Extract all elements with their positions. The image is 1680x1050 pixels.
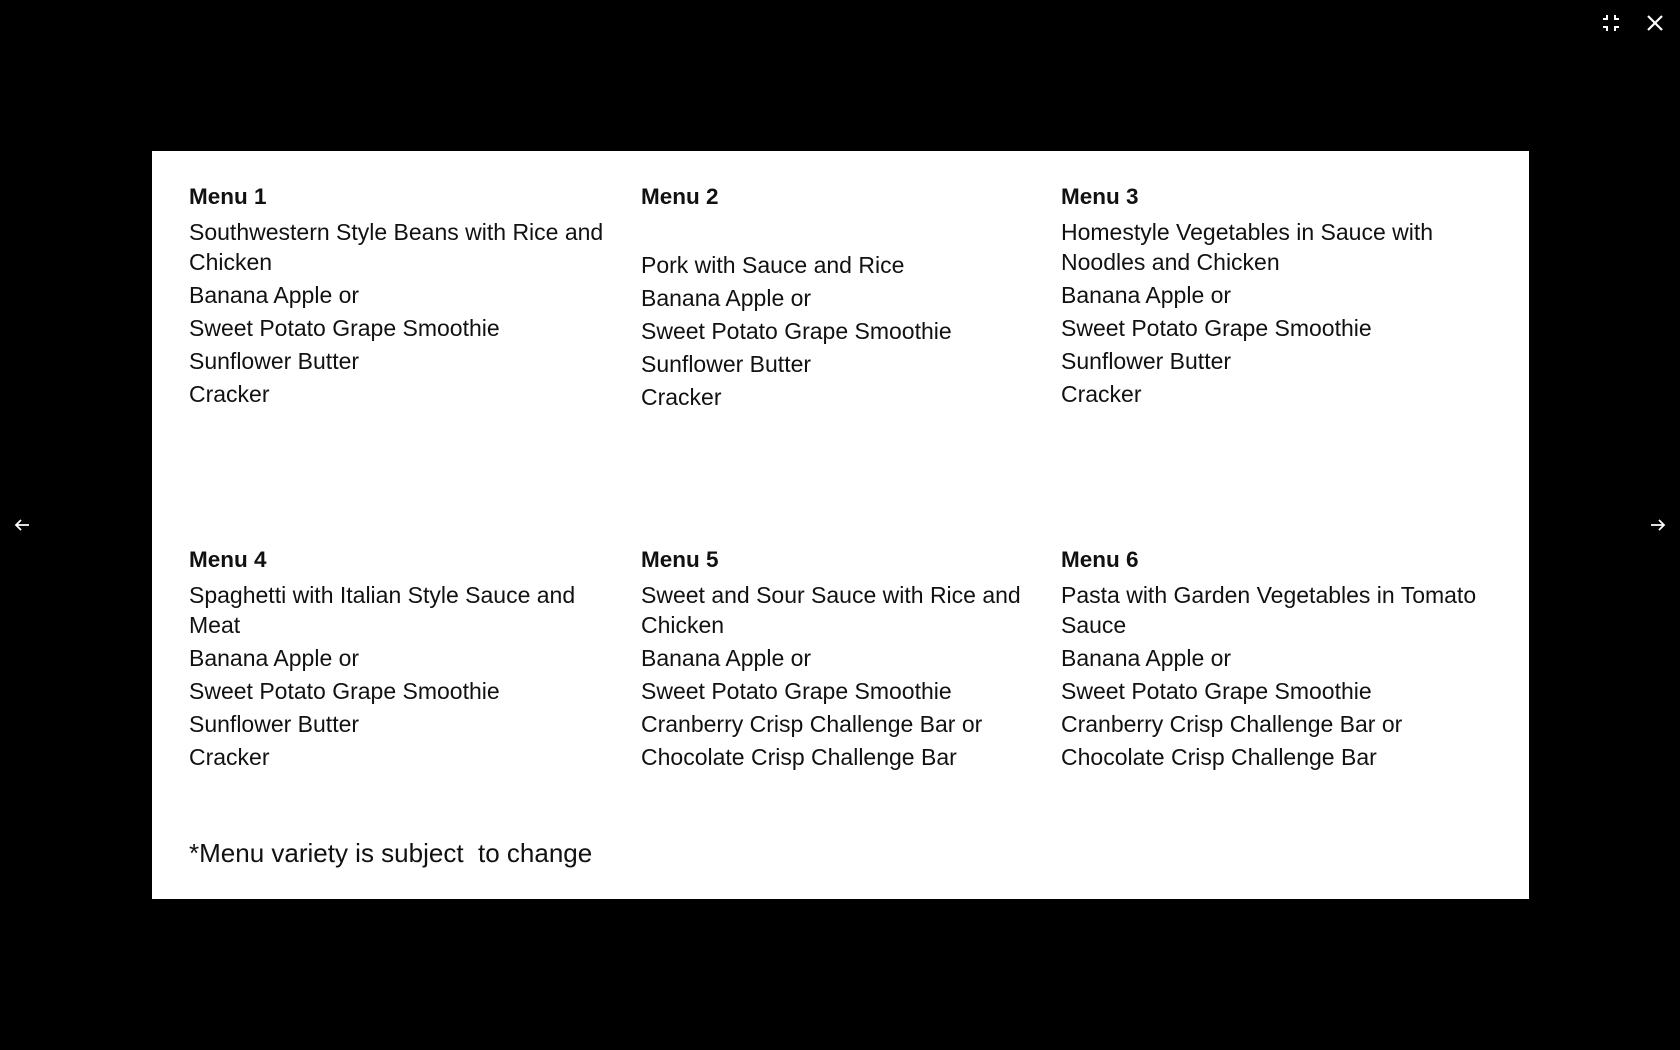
menu-entree: Pork with Sauce and Rice	[641, 252, 905, 278]
menu-item: Sweet Potato Grape Smoothie	[641, 318, 952, 344]
menu-item: Chocolate Crisp Challenge Bar	[641, 743, 957, 770]
menu-item: Cranberry Crisp Challenge Bar or	[641, 710, 983, 737]
close-icon	[1645, 13, 1665, 33]
menu-item: Cracker	[641, 384, 722, 410]
menu-item: Banana Apple or	[189, 281, 360, 308]
menu-title: Menu 2	[641, 184, 719, 209]
menu-item: Chocolate Crisp Challenge Bar	[1061, 743, 1377, 770]
menu-title: Menu 1	[189, 184, 267, 209]
menu-block-5	[641, 547, 1021, 776]
next-image-button[interactable]	[1643, 510, 1673, 540]
fullscreen-exit-button[interactable]	[1598, 10, 1624, 36]
menu-block-4	[189, 547, 609, 776]
menu-item: Cranberry Crisp Challenge Bar or	[1061, 710, 1403, 737]
menu-item: Banana Apple or	[1061, 281, 1232, 308]
menu-entree: Pasta with Garden Vegetables in Tomato Sauce	[1061, 582, 1477, 638]
menu-item: Banana Apple or	[189, 644, 360, 671]
menu-item: Sweet Potato Grape Smoothie	[1061, 314, 1372, 341]
menu-item: Sunflower Butter	[641, 351, 812, 377]
menu-entree: Southwestern Style Beans with Rice and Chicken	[189, 219, 604, 275]
menu-item: Sunflower Butter	[189, 347, 360, 374]
menu-item: Banana Apple or	[641, 644, 812, 671]
previous-image-button[interactable]	[7, 510, 37, 540]
menu-item: Cracker	[189, 380, 270, 407]
menu-item: Sweet Potato Grape Smoothie	[189, 677, 500, 704]
close-button[interactable]	[1642, 10, 1668, 36]
menu-item: Cracker	[1061, 380, 1142, 407]
blank-line	[641, 218, 1041, 248]
menu-block-1	[189, 184, 609, 413]
menu-entree: Homestyle Vegetables in Sauce with Noodles and Chicken	[1061, 219, 1434, 275]
menu-footnote: *Menu variety is subject to change	[189, 838, 593, 868]
arrow-left-icon	[13, 516, 31, 534]
menu-item: Sunflower Butter	[1061, 347, 1232, 374]
menu-title: Menu 5	[641, 547, 719, 572]
menu-block-3	[1061, 184, 1481, 413]
menu-title: Menu 4	[189, 547, 267, 572]
menu-item: Sweet Potato Grape Smoothie	[1061, 677, 1372, 704]
arrow-right-icon	[1649, 516, 1667, 534]
menu-item: Banana Apple or	[1061, 644, 1232, 671]
menu-item: Sunflower Butter	[189, 710, 360, 737]
menu-item: Banana Apple or	[641, 285, 812, 311]
menu-block-6	[1061, 547, 1511, 776]
menu-item: Sweet Potato Grape Smoothie	[189, 314, 500, 341]
menu-entree: Spaghetti with Italian Style Sauce and Meat	[189, 582, 576, 638]
lightbox-toolbar	[1598, 10, 1668, 36]
menu-title: Menu 3	[1061, 184, 1139, 209]
fullscreen-exit-icon	[1601, 13, 1621, 33]
menu-image	[152, 151, 1529, 899]
menu-item: Cracker	[189, 743, 270, 770]
menu-title: Menu 6	[1061, 547, 1139, 572]
menu-item: Sweet Potato Grape Smoothie	[641, 677, 952, 704]
menu-block-2	[641, 184, 1041, 416]
menu-entree: Sweet and Sour Sauce with Rice and Chicken	[641, 582, 1021, 638]
